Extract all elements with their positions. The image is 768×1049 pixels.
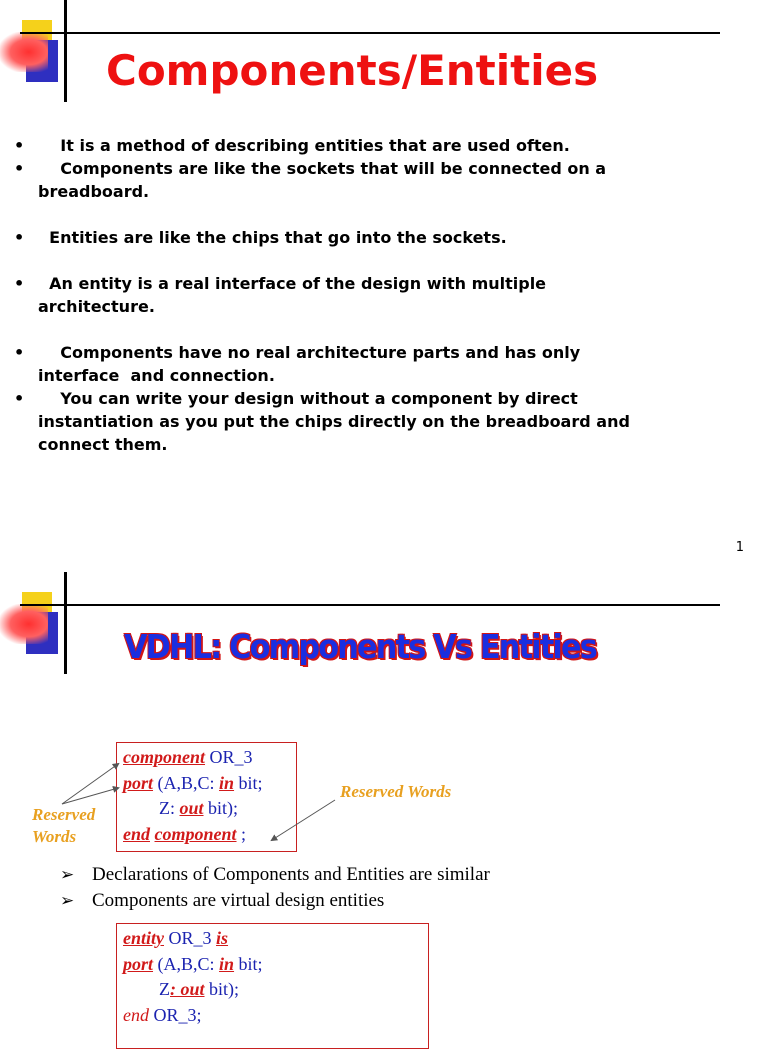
slide-title: VDHL: Components Vs Entities [124,627,596,666]
key-point [60,888,490,914]
vertical-rule [64,0,67,102]
horizontal-rule [20,604,720,606]
keyword: end [123,1004,149,1025]
code-text: (A,B,C: [153,772,220,793]
component-code-box [116,742,297,852]
bullet-dot: • [14,159,25,178]
keyword: component [154,823,237,844]
code-text: ; [236,823,247,844]
bullet-dot: • [14,389,25,408]
key-points-list [60,862,490,914]
keyword: out [179,798,204,818]
bullet-item [14,226,714,249]
keyword: entity [123,928,164,948]
bullet-item [14,387,714,456]
bullet-item [14,341,714,387]
code-text: OR_3; [149,1004,202,1025]
horizontal-rule [20,32,720,34]
bullet-text: An entity is a real interface of the design with multiple architecture. [38,274,547,316]
vertical-rule [64,572,67,674]
bullet-text: Components are like the sockets that will be connected on a breadboard. [38,159,607,201]
code-line [123,745,290,771]
bullet-dot: • [14,274,25,293]
bullet-item [14,272,714,318]
code-text: Z [123,979,170,999]
code-line [123,952,422,978]
arrow-to-port-keyword [62,788,118,804]
slide-corner-decoration [0,0,80,100]
code-line [123,771,290,797]
code-line [123,926,422,952]
keyword: component [123,747,206,767]
key-point-text: Declarations of Components and Entities are similar [92,864,490,885]
slide-title: Components/Entities [106,46,599,95]
code-text: bit; [234,772,263,793]
code-text: OR_3 [205,747,253,767]
key-point [60,862,490,888]
bullet-item [14,157,714,203]
code-text: bit); [204,979,240,999]
bullet-dot: • [14,228,25,247]
keyword: port [123,953,154,974]
page-number: 1 [735,540,744,555]
keyword: port [123,772,154,793]
code-text: bit); [203,798,239,818]
reserved-words-label-right: Reserved Words [340,782,452,801]
code-text: Z: [123,798,180,818]
code-text: OR_3 [164,928,217,948]
code-line [123,822,290,848]
bullet-dot: • [14,136,25,155]
keyword: : out [170,979,205,999]
bullet-text: It is a method of describing entities that are used often. [38,136,570,155]
bullet-item [14,134,714,157]
bullet-text: Components have no real architecture parts and has only interface and connection. [38,343,581,385]
keyword: in [219,953,235,974]
slide-vhdl-components-vs-entities [0,572,768,1024]
red-glow-decoration [0,604,48,644]
red-glow-decoration [0,32,48,72]
slide-corner-decoration [0,572,80,672]
entity-code-box [116,923,429,1049]
bullet-text: You can write your design without a component by direct instantiation as you put the chips directly on the breadboard and connect them. [38,389,630,454]
code-line [123,796,290,822]
bullet-text: Entities are like the chips that go into the sockets. [38,228,507,247]
code-line [123,977,422,1003]
reserved-words-label-left: Reserved Words [32,805,96,846]
arrow-to-component-keyword [62,764,118,804]
bullet-dot: • [14,343,25,362]
code-line [123,1003,422,1029]
keyword: in [219,772,235,793]
arrow-bullet-icon: ➢ [60,865,75,884]
keyword: is [216,928,229,948]
arrow-bullet-icon: ➢ [60,891,75,910]
key-point-text: Components are virtual design entities [92,890,385,911]
code-text: bit; [234,953,263,974]
keyword: end [123,823,150,844]
code-text: (A,B,C: [153,953,220,974]
